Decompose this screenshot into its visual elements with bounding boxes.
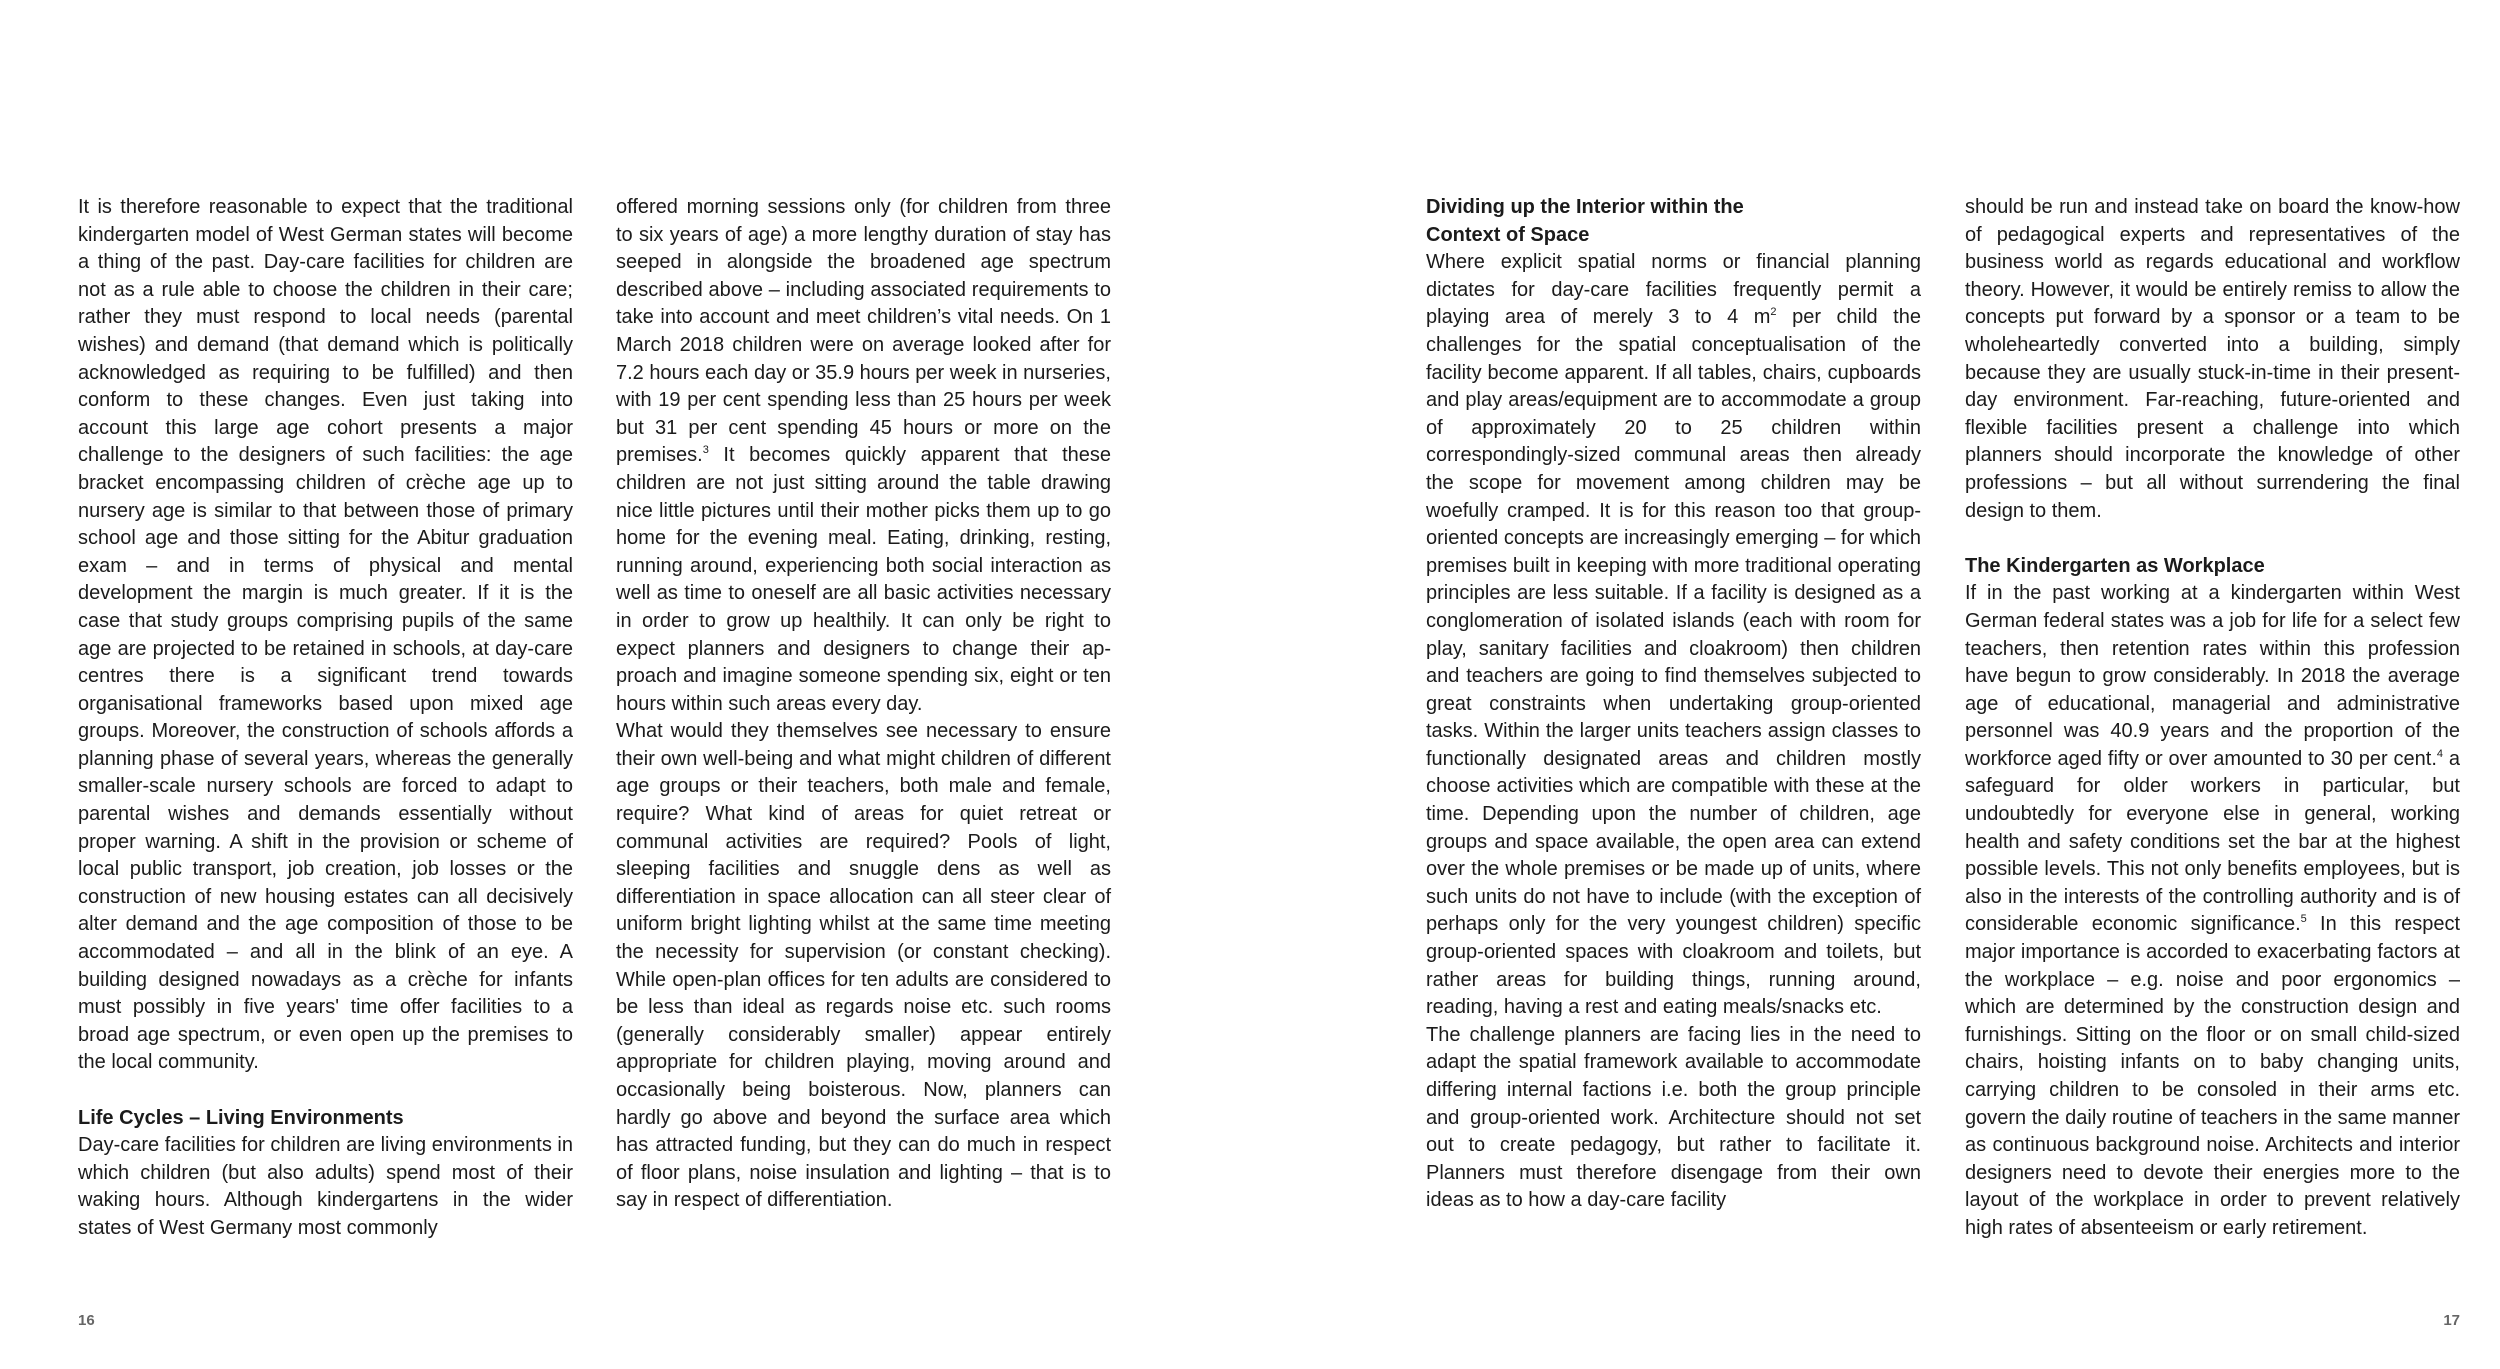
right-page-column-1 xyxy=(1426,194,1921,1215)
section-heading-dividing-interior: Dividing up the Interior within the Context of Space xyxy=(1426,196,1744,246)
section-heading-life-cycles: Life Cycles – Living Environments xyxy=(78,1106,404,1129)
page-number-right: 17 xyxy=(2443,1312,2460,1329)
paragraph: The challenge planners are facing lies in the need to adapt the spatial framework available to accommodate differing internal factions i.e. both the group principle and group-oriented work. Architecture should not set out to create pedagogy, but rather to facilitate it. Planners must therefore disengage from their own ideas as to how a day-care facility xyxy=(1426,1023,1921,1212)
footnote-ref-5: 5 xyxy=(2300,913,2307,926)
paragraph: offered morning sessions only (for children from three to six years of age) a more lengthy duration of stay has seeped in alongside the broadened age spectrum described above – including associated requirements to take into account and meet children’s vital needs. On 1 March 2018 children were on average looked after for 7.2 hours each day or 35.9 hours per week in nurseries, with 19 per cent spending less than 25 hours per week but 31 per cent spending 45 hours or more on the premises.$^3$ It becomes quickly apparent that these children are not just sitting around the table drawing nice little pictures until their mother picks them up to go home for the evening meal. Eating, drinking, resting, running around, experiencing both social interaction as well as time to oneself are all basic activities necessary in order to grow up healthily. It can only be right to expect planners and designers to change their approach and imagine someone spending six, eight or ten hours within such areas every day. xyxy=(616,196,1111,715)
right-page-column-2 xyxy=(1965,194,2460,1243)
left-page-column-1 xyxy=(78,194,573,1243)
paragraph: Where explicit spatial norms or financial planning dictates for day-care facilities frequently permit a playing area of merely 3 to 4 $m^2$ per child the challenges for the spatial conceptualisation of the facility become apparent. If all tables, chairs, cupboards and play areas/equipment are to accommodate a group of approximately 20 to 25 children within correspondingly-sized communal areas then already the scope for movement among children may be woefully cramped. It is for this reason too that group-oriented concepts are increasingly emerging – for which premises built in keeping with more traditional operating principles are less suitable. If a facility is designed as a conglomeration of isolated islands (each with room for play, sanitary facilities and cloakroom) then children and teachers are going to find themselves subjected to great constraints when undertaking group-oriented tasks. Within the larger units teachers assign classes to functionally designated areas and children mostly choose activities which are compatible with these at the time. Depending upon the number of children, age groups and space available, the open area can extend over the whole premises or be made up of units, where such units do not have to include (with the exception of perhaps only for the very youngest children) specific group-oriented spaces with cloakroom and toilets, but rather areas for building things, running around, reading, having a rest and eating meals/snacks etc. xyxy=(1426,251,1921,1019)
paragraph: What would they themselves see necessary to ensure their own well-being and what might children of different age groups or their teachers, both male and female, require? What kind of areas for quiet retreat or communal activities are required? Pools of light, sleeping facilities and snuggle dens as well as differentiation in space allocation can all steer clear of uniform bright lighting whilst at the same time meeting the necessity for supervision (or constant checking). While open-plan offices for ten adults are considered to be less than ideal as regards noise etc. such rooms (generally considerably smaller) appear entirely appropriate for children playing, moving around and occasionally being boisterous. Now, planners can hardly go above and beyond the surface area which has attracted funding, but they can do much in respect of floor plans, noise insulation and lighting – that is to say in respect of differentiation. xyxy=(616,720,1111,1212)
paragraph: should be run and instead take on board the know-how of pedagogical experts and representatives of the business world as regards educational and workflow theory. However, it would be entirely remiss to allow the concepts put forward by a sponsor or a team to be wholeheartedly converted into a building, simply because they are usually stuck-in-time in their present-day environment. Far-reaching, future-oriented and flexible facilities present a challenge into which planners should incorporate the knowledge of other professions – but all without surrendering the final design to them. xyxy=(1965,196,2460,522)
page-number-left: 16 xyxy=(78,1312,95,1329)
footnote-ref-3: 3 xyxy=(702,444,709,457)
paragraph: Day-care facilities for children are living environments in which children (but also adults) spend most of their waking hours. Although kindergartens in the wider states of West Germany most commonly xyxy=(78,1134,573,1239)
superscript-squared: 2 xyxy=(1770,306,1777,319)
paragraph: It is therefore reasonable to expect that the traditional kindergarten model of West German states will become a thing of the past. Day-care facilities for children are not as a rule able to choose the children in their care; rather they must respond to local needs (parental wishes) and demand (that demand which is politically acknowledged as requiring to be fulfilled) and then conform to these changes. Even just taking into account this large age cohort presents a major challenge to the designers of such facilities: the age bracket encompassing children of crèche age up to nursery age is similar to that between those of primary school age and those sitting for the Abitur graduation exam – and in terms of physical and mental development the margin is much greater. If it is the case that study groups comprising pupils of the same age are projected to be retained in schools, at day-care centres there is a significant trend towards organisational frameworks based upon mixed age groups. Moreover, the construction of schools affords a planning phase of several years, whereas the generally smaller-scale nursery schools are forced to adapt to parental wishes and demands essentially without proper warning. A shift in the provision or scheme of local public transport, job creation, job losses or the construction of new housing estates can all decisively alter demand and the age composition of those to be accommodated – and all in the blink of an eye. A building designed nowadays as a crèche for infants must possibly in five years' time offer facilities to a broad age spectrum, or even open up the premises to the local community. xyxy=(78,196,573,1074)
paragraph: If in the past working at a kindergarten within West German federal states was a job for life for a select few teachers, then retention rates within this profession have begun to grow considerably. In 2018 the average age of educational, managerial and administrative personnel was 40.9 years and the proportion of the workforce aged fifty or over amounted to 30 per cent.$^4$ a safeguard for older workers in particular, but undoubtedly for everyone else in general, working health and safety conditions set the bar at the highest possible levels. This not only benefits employees, but is also in the interests of the controlling authority and is of considerable economic significance.$^5$ In this respect major importance is accorded to exacerbating factors at the workplace – e.g. noise and poor ergonomics – which are determined by the construction design and furnishings. Sitting on the floor or on small child-sized chairs, hoisting infants on to baby changing units, carrying children to be consoled in their arms etc. govern the daily routine of teachers in the same manner as continuous background noise. Architects and interior designers need to devote their energies more to the layout of the workplace in order to prevent relatively high rates of absenteeism or early retirement. xyxy=(1965,582,2460,1239)
left-page-column-2 xyxy=(616,194,1111,1215)
section-heading-kindergarten-workplace: The Kindergarten as Workplace xyxy=(1965,554,2265,577)
footnote-ref-4: 4 xyxy=(2436,747,2444,760)
